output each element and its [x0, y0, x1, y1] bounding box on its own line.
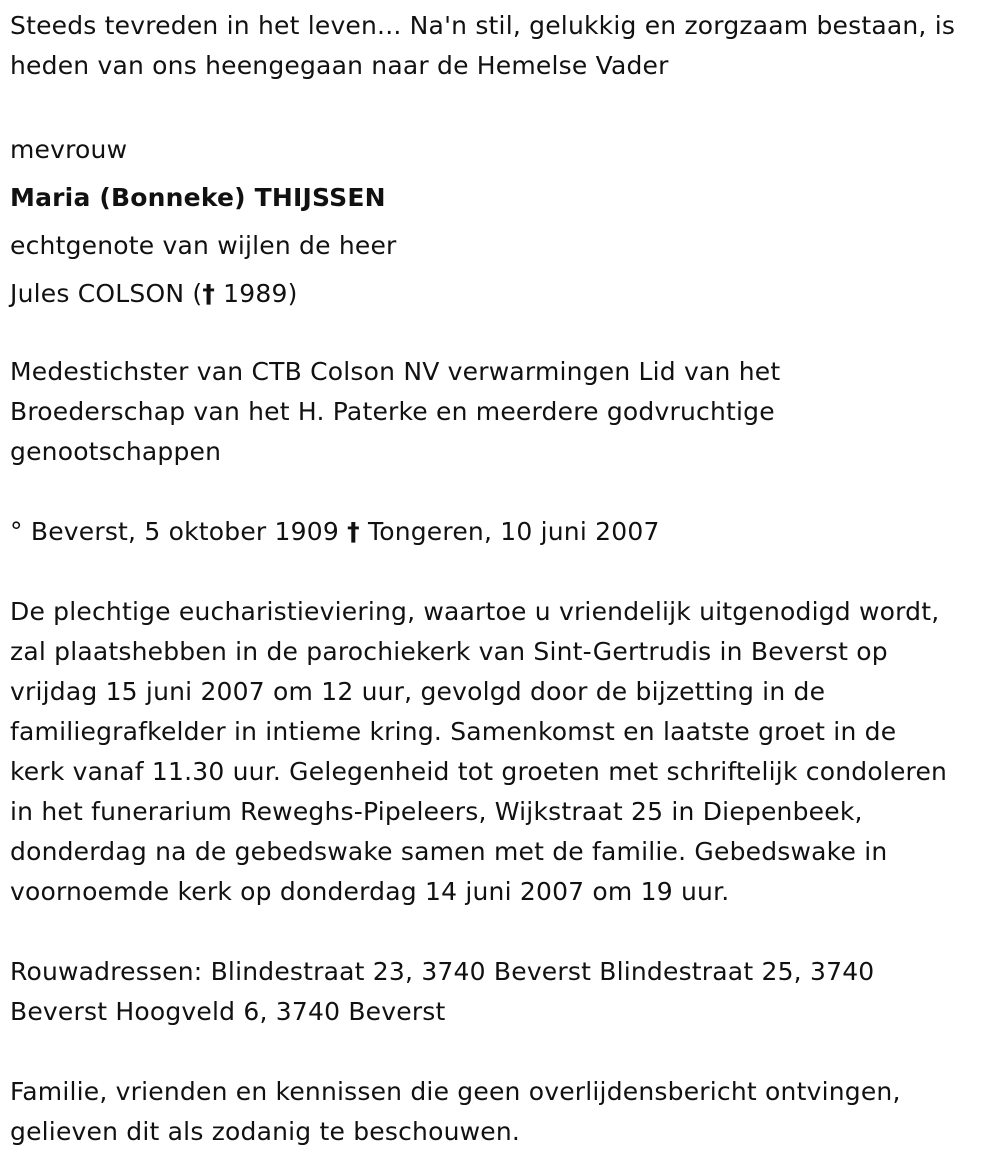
- ceremony-line-1: De plechtige eucharistieviering, waartoe u vriendelijk uitgenodigd wordt,: [10, 597, 940, 626]
- spouse-death-year: 1989): [215, 279, 298, 308]
- intro-line-1: Steeds tevreden in het leven... Na'n stil, gelukkig en zorgzaam bestaan, is: [10, 11, 956, 40]
- cross-icon: †: [347, 517, 360, 546]
- spouse-line: echtgenote van wijlen de heer: [10, 231, 397, 260]
- ceremony-line-8: voornoemde kerk op donderdag 14 juni 2007 om 19 uur.: [10, 877, 730, 906]
- ceremony-line-3: vrijdag 15 juni 2007 om 12 uur, gevolgd door de bijzetting in de: [10, 677, 826, 706]
- obituary-notice: [10, 6, 995, 1152]
- roles-line-2: Broederschap van het H. Paterke en meerdere godvruchtige: [10, 397, 775, 426]
- deceased-name: Maria (Bonneke) THIJSSEN: [10, 183, 386, 212]
- closing-line-2: gelieven dit als zodanig te beschouwen.: [10, 1117, 521, 1146]
- ceremony-line-4: familiegrafkelder in intieme kring. Samenkomst en laatste groet in de: [10, 717, 897, 746]
- title-word: mevrouw: [10, 135, 128, 164]
- birth-info: ° Beverst, 5 oktober 1909: [10, 517, 348, 546]
- ceremony-line-2: zal plaatshebben in de parochiekerk van Sint-Gertrudis in Beverst op: [10, 637, 888, 666]
- roles-line-3: genootschappen: [10, 437, 222, 466]
- cross-icon: †: [202, 279, 216, 308]
- ceremony-line-6: in het funerarium Reweghs-Pipeleers, Wijkstraat 25 in Diepenbeek,: [10, 797, 863, 826]
- death-info: Tongeren, 10 juni 2007: [359, 517, 660, 546]
- ceremony-line-7: donderdag na de gebedswake samen met de familie. Gebedswake in: [10, 837, 888, 866]
- roles-line-1: Medestichster van CTB Colson NV verwarmingen Lid van het: [10, 357, 781, 386]
- addresses-line-1: Rouwadressen: Blindestraat 23, 3740 Beverst Blindestraat 25, 3740: [10, 957, 875, 986]
- spouse-name-line: [10, 270, 995, 318]
- ceremony-line-5: kerk vanaf 11.30 uur. Gelegenheid tot groeten met schriftelijk condoleren: [10, 757, 948, 786]
- intro-line-2: heden van ons heengegaan naar de Hemelse Vader: [10, 51, 669, 80]
- birth-death-line: [10, 512, 995, 552]
- closing-line-1: Familie, vrienden en kennissen die geen overlijdensbericht ontvingen,: [10, 1077, 901, 1106]
- addresses-line-2: Beverst Hoogveld 6, 3740 Beverst: [10, 997, 446, 1026]
- spouse-name: Jules COLSON (: [10, 279, 203, 308]
